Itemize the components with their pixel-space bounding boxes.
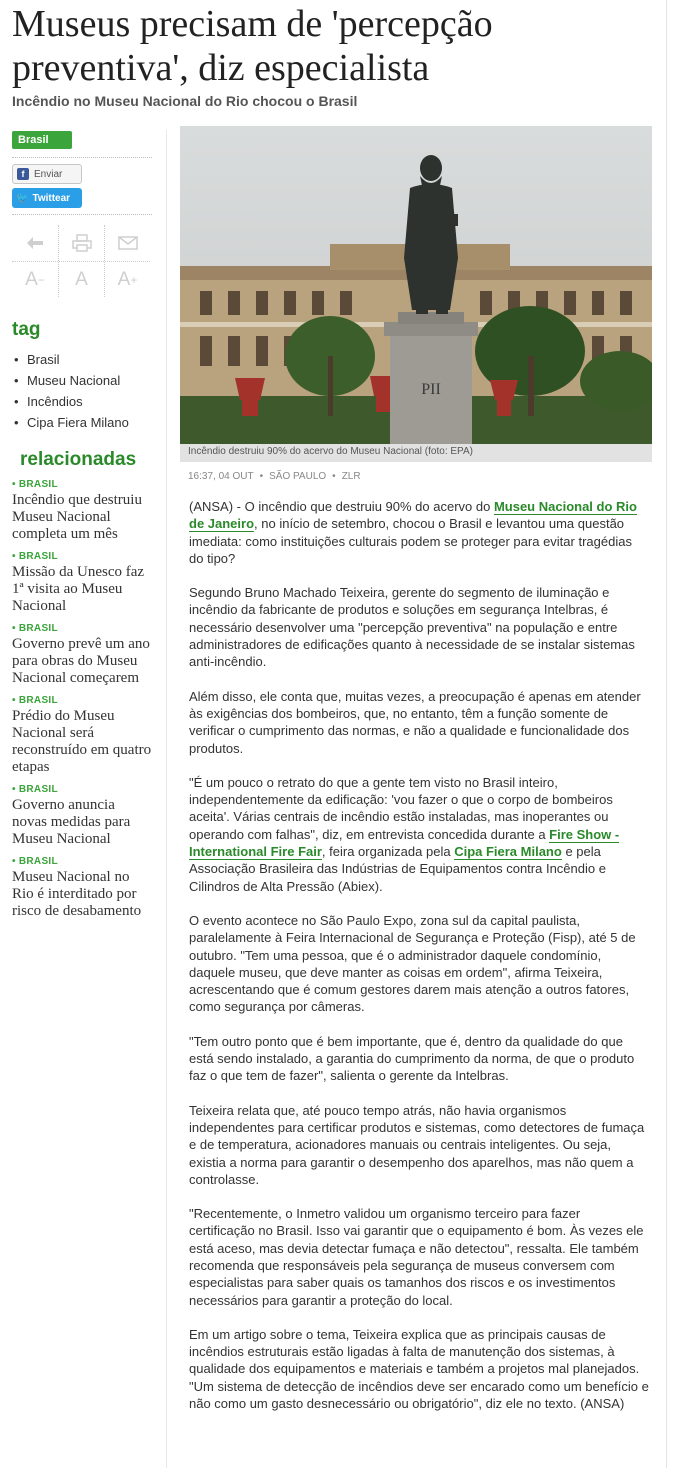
subtitle: Incêndio no Museu Nacional do Rio chocou o Brasil (12, 93, 358, 109)
related-item[interactable] (12, 784, 152, 848)
email-icon[interactable] (104, 225, 150, 261)
right-divider (666, 0, 667, 1468)
related-heading: relacionadas (20, 449, 137, 470)
article-paragraph: O evento acontece no São Paulo Expo, zona sul da capital paulista, paralelamente à Feira Internacional de Segurança e Proteção (Fisp), até 5 de outubro. "Tem uma pessoa, que é o administrador daquele condomínio, daquele museu, que deve manter as coisas em ordem", afirma Teixeira, acrescentando que é comum gestores darem mais atenção a outros fatores, como segurança por câmeras. (189, 912, 636, 1015)
tag-link[interactable]: • Cipa Fiera Milano (12, 412, 152, 433)
paragraph-text: e pela Associação Brasileira das Indústrias de Equipamentos contra Incêndio e Cilindros de Alta Pressão (Abiex). (189, 844, 606, 894)
agency-code: ZLR (341, 471, 361, 482)
font-decrease-icon[interactable]: A − (25, 268, 45, 290)
tag-link[interactable]: • Museu Nacional (12, 370, 152, 391)
related-title[interactable]: Incêndio que destruiu Museu Nacional completa um mês (12, 492, 142, 542)
museum-statue-illustration (180, 126, 652, 444)
back-icon[interactable] (12, 225, 58, 261)
sidebar (12, 130, 152, 920)
tag-list (12, 349, 152, 433)
facebook-share-button[interactable] (12, 164, 82, 184)
related-title[interactable]: Governo anuncia novas medidas para Museu Nacional (12, 797, 131, 847)
related-title[interactable]: Missão da Unesco faz 1ª visita ao Museu Nacional (12, 564, 145, 614)
article-paragraph (189, 774, 649, 895)
article-paragraph: Além disso, ele conta que, muitas vezes, a preocupação é apenas em atender às exigências dos bombeiros, que, no entanto, têm a função somente de verificar o cumprimento das normas, e não a qualidade e funcionalidade dos produtos. (189, 688, 641, 756)
related-category: • BRASIL (12, 695, 58, 706)
related-category: • BRASIL (12, 784, 58, 795)
article-paragraph: Teixeira relata que, até pouco tempo atrás, não havia organismos independentes para certificar produtos e sistemas, como detectores de fumaça e de temperatura, acionadores manuais ou centrais inteligentes. Ou seja, existia a norma para garantir o desempenho dos aparelhos, mas não quem a controlasse. (189, 1102, 645, 1187)
related-category: • BRASIL (12, 551, 58, 562)
related-title[interactable]: Governo prevê um ano para obras do Museu Nacional começarem (12, 636, 150, 686)
paragraph-text: (ANSA) - O incêndio que destruiu 90% do acervo do (189, 499, 494, 514)
paragraph-text: "É um pouco o retrato do que a gente tem visto no Brasil inteiro, independentemente da edificação: 'vou fazer o que o corpo de bombeiros aceita'. Várias centrais de incêndio estão instaladas, mas inoperantes ou operando com falhas", diz, em entrevista concedida durante a (189, 774, 613, 842)
print-icon[interactable] (58, 225, 104, 261)
category-badge[interactable]: Brasil (12, 131, 72, 149)
paragraph-text: , no início de setembro, chocou o Brasil e levantou uma questão imediata: como instituições culturais podem se proteger para evitar tragédias do tipo? (189, 516, 632, 566)
dateline-location: SÃO PAULO (269, 471, 327, 482)
divider (12, 214, 152, 215)
statue-plaque: PII (421, 381, 441, 398)
publish-time: 16:37, 04 OUT (188, 471, 254, 482)
article-photo (180, 126, 652, 444)
paragraph-text: , feira organizada pela (321, 844, 455, 860)
fire-show-link[interactable]: Fire Show - International Fire Fair (189, 826, 620, 860)
article-paragraph: "Tem outro ponto que é bem importante, que é, dentro da qualidade do que está sendo instalado, a garantia do cumprimento da norma, de que o produto faz o que tem de fazer", salienta o gerente da Intelbras. (189, 1033, 635, 1084)
related-category: • BRASIL (12, 856, 58, 867)
headline: Museus precisam de 'percepção preventiva', diz especialista (12, 3, 493, 89)
tag-heading: tag (12, 319, 41, 340)
twitter-share-label: Twittear (32, 192, 71, 204)
related-item[interactable] (12, 856, 152, 920)
related-title[interactable]: Prédio do Museu Nacional será reconstruído em quatro etapas (12, 708, 152, 775)
related-item[interactable] (12, 479, 152, 543)
font-increase-icon[interactable]: A + (104, 262, 150, 297)
article-tools (12, 225, 150, 297)
font-reset-icon[interactable]: A (58, 262, 104, 297)
tag-link[interactable]: • Brasil (12, 349, 152, 370)
related-item[interactable] (12, 623, 152, 687)
facebook-icon: f (17, 168, 29, 180)
article-paragraph: "Recentemente, o Inmetro validou um organismo terceiro para fazer certificação no Brasil. Isso vai garantir que o equipamento é bom. Às vezes ele está aceso, mas devia detectar fumaça e não detectou", ressalta. Ele também recomenda que responsáveis pela segurança de museus conversem com especialistas para saber quais os tamanhos dos riscos e os investimentos necessários para garantir a proteção do local. (189, 1206, 644, 1308)
tag-link[interactable]: • Incêndios (12, 391, 152, 412)
article-paragraph: Em um artigo sobre o tema, Teixeira explica que as principais causas de incêndios estruturais estão ligadas à falta de manutenção dos sistemas, à qualidade dos equipamentos e materiais e também a projetos mal planejados. "Um sistema de detecção de incêndios deve ser encarado como um benefício e não como um gasto desnecessário ou obrigatório", diz ele no texto. (ANSA) (189, 1326, 649, 1412)
related-category: • BRASIL (12, 479, 58, 490)
article-paragraph: Segundo Bruno Machado Teixeira, gerente do segmento de iluminação e incêndio da fabricante de produtos e soluções em segurança Intelbras, é necessário desenvolver uma "percepção preventiva" na população e entre administradores de edificações quanto à necessidade de se instalar sistemas anti-incêndio. (189, 585, 635, 670)
related-title[interactable]: Museu Nacional no Rio é interditado por risco de desabamento (12, 869, 142, 919)
related-item[interactable] (12, 695, 152, 776)
twitter-share-button[interactable] (12, 188, 82, 208)
related-item[interactable] (12, 551, 152, 615)
twitter-icon: 🐦 (16, 192, 29, 204)
share-buttons (12, 164, 152, 208)
cipa-fiera-milano-link[interactable]: Cipa Fiera Milano (454, 844, 562, 860)
article-meta: 16:37, 04 OUT • SÃO PAULO • ZLR (188, 471, 361, 482)
museu-nacional-link[interactable]: Museu Nacional do Rio de Janeiro (189, 499, 637, 532)
article-body (189, 498, 649, 1429)
article-paragraph (189, 498, 649, 567)
divider (12, 157, 152, 158)
related-category: • BRASIL (12, 623, 58, 634)
photo-caption: Incêndio destruiu 90% do acervo do Museu Nacional (foto: EPA) (180, 444, 652, 462)
facebook-share-label: Enviar (34, 168, 63, 180)
column-divider (166, 130, 167, 1468)
